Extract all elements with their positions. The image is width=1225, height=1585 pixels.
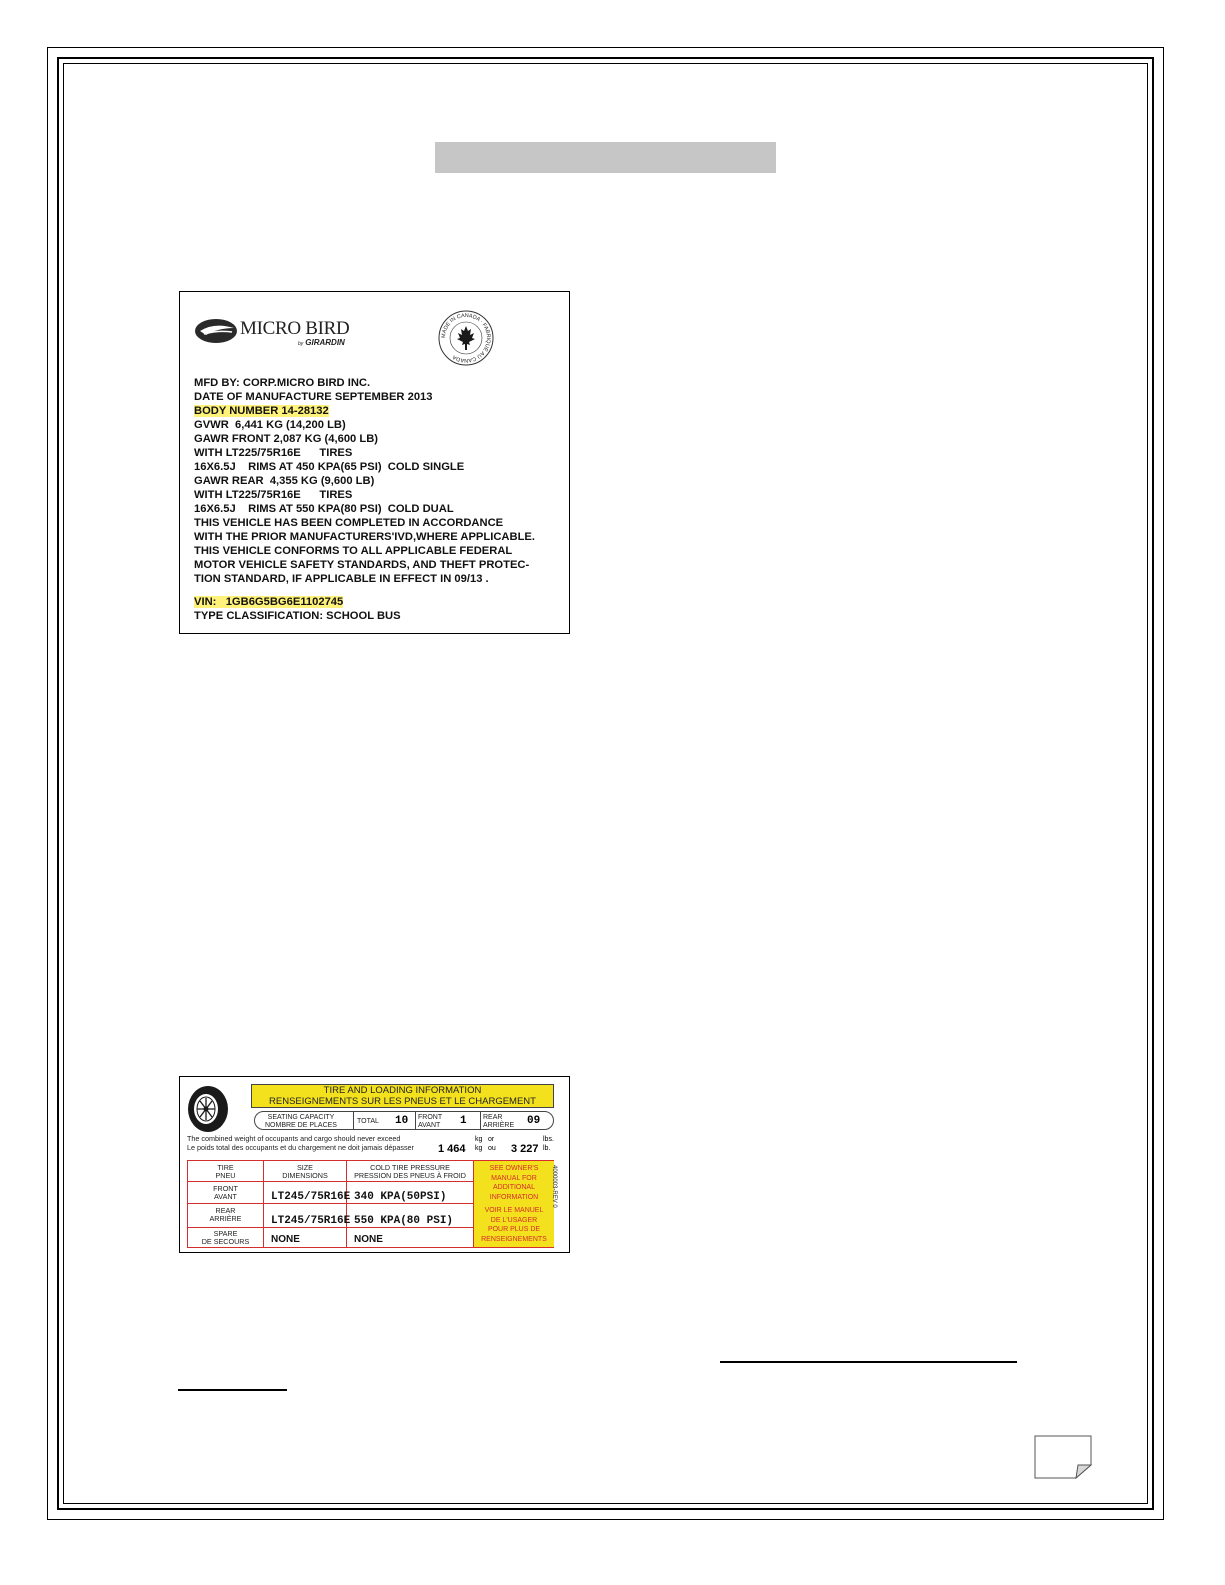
weight-statement: The combined weight of occupants and cargo should never exceed Le poids total des occupants et du chargement ne doit jamais dépasser: [187, 1134, 414, 1152]
spare-size: NONE: [271, 1234, 300, 1245]
line-gvwr: GVWR 6,441 KG (14,200 LB): [194, 419, 346, 431]
logo-brand: MICRO BIRD: [240, 318, 350, 339]
rear-label: REAR ARRIÈRE: [483, 1114, 515, 1129]
line-statement-4: MOTOR VEHICLE SAFETY STANDARDS, AND THEFT PROTEC-: [194, 559, 530, 571]
unit-or: or ou: [488, 1136, 496, 1152]
spare-pressure: NONE: [354, 1234, 383, 1245]
rear-size: LT245/75R16E: [271, 1215, 351, 1227]
tire-info-title: TIRE AND LOADING INFORMATION RENSEIGNEMENTS SUR LES PNEUS ET LE CHARGEMENT: [251, 1084, 554, 1108]
front-size: LT245/75R16E: [271, 1191, 351, 1203]
line-gawr-front: GAWR FRONT 2,087 KG (4,600 LB): [194, 433, 379, 445]
tire-loading-label: [179, 1076, 570, 1253]
made-in-canada-seal: [438, 310, 494, 366]
rear-value: 09: [527, 1115, 541, 1127]
unit-kg: kg kg: [475, 1136, 483, 1152]
micro-bird-logo: [194, 314, 364, 350]
rear-pressure: 550 KPA(80 PSI): [354, 1215, 454, 1227]
line-type: TYPE CLASSIFICATION: SCHOOL BUS: [194, 610, 401, 622]
label-part-code: 4000003-REV 0: [551, 1165, 557, 1208]
front-label: FRONT AVANT: [418, 1114, 443, 1129]
seating-capacity-label: SEATING CAPACITY NOMBRE DE PLACES: [265, 1114, 337, 1129]
line-statement-5: TION STANDARD, IF APPLICABLE IN EFFECT IN 09/13 .: [194, 573, 489, 585]
line-vin: VIN: 1GB6G5BG6E1102745: [194, 596, 344, 608]
see-manual-fr: VOIR LE MANUEL DE L'USAGER POUR PLUS DE RENSEIGNEMENTS: [481, 1207, 547, 1243]
line-statement-1: THIS VEHICLE HAS BEEN COMPLETED IN ACCORDANCE: [194, 517, 504, 529]
line-gawr-rear: GAWR REAR 4,355 KG (9,600 LB): [194, 475, 375, 487]
line-mfd: MFD BY: CORP.MICRO BIRD INC.: [194, 377, 371, 389]
line-front-tires: WITH LT225/75R16E TIRES: [194, 447, 353, 459]
row-spare-label: SPARE DE SECOURS: [201, 1229, 250, 1246]
certification-text: [194, 376, 535, 623]
unit-lb: lbs. lb.: [543, 1136, 554, 1152]
section-title-bar: [435, 142, 776, 173]
page-curl-icon: [1034, 1435, 1092, 1479]
line-rear-rims: 16X6.5J RIMS AT 550 KPA(80 PSI) COLD DUAL: [194, 503, 454, 515]
vehicle-certification-label: [179, 291, 570, 634]
weight-kg: 1 464: [438, 1143, 466, 1155]
line-date: DATE OF MANUFACTURE SEPTEMBER 2013: [194, 391, 433, 403]
seating-capacity-row: [254, 1111, 554, 1130]
row-front-label: FRONT AVANT: [213, 1184, 238, 1201]
row-rear-label: REAR ARRIÈRE: [209, 1206, 242, 1223]
front-pressure: 340 KPA(50PSI): [354, 1191, 447, 1203]
svg-text:MADE IN CANADA · FABRIQUÉ AU C: MADE IN CANADA · FABRIQUÉ AU CANADA: [440, 312, 492, 364]
line-front-rims: 16X6.5J RIMS AT 450 KPA(65 PSI) COLD SINGLE: [194, 461, 465, 473]
header-size: SIZE DIMENSIONS: [282, 1163, 328, 1180]
line-statement-3: THIS VEHICLE CONFORMS TO ALL APPLICABLE FEDERAL: [194, 545, 513, 557]
weight-lb: 3 227: [511, 1143, 539, 1155]
see-manual-en: SEE OWNER'S MANUAL FOR ADDITIONAL INFORMATION: [489, 1165, 539, 1201]
tire-pressure-table: [187, 1160, 554, 1248]
line-statement-2: WITH THE PRIOR MANUFACTURERS'IVD,WHERE APPLICABLE.: [194, 531, 535, 543]
line-rear-tires: WITH LT225/75R16E TIRES: [194, 489, 353, 501]
logo-maker: by GIRARDIN: [298, 338, 345, 347]
total-label: TOTAL: [357, 1118, 379, 1125]
tire-icon: [186, 1085, 230, 1133]
underline-2: [178, 1389, 287, 1391]
total-value: 10: [395, 1115, 409, 1127]
line-body-number: BODY NUMBER 14-28132: [194, 405, 329, 417]
bird-logo-icon: [194, 316, 240, 346]
header-pressure: COLD TIRE PRESSURE PRESSION DES PNEUS À FROID: [354, 1163, 466, 1180]
see-manual-box: [474, 1161, 554, 1247]
underline-1: [720, 1361, 1017, 1363]
header-tire: TIRE PNEU: [215, 1163, 236, 1180]
front-value: 1: [460, 1115, 467, 1127]
inner-border: [63, 63, 1148, 1504]
